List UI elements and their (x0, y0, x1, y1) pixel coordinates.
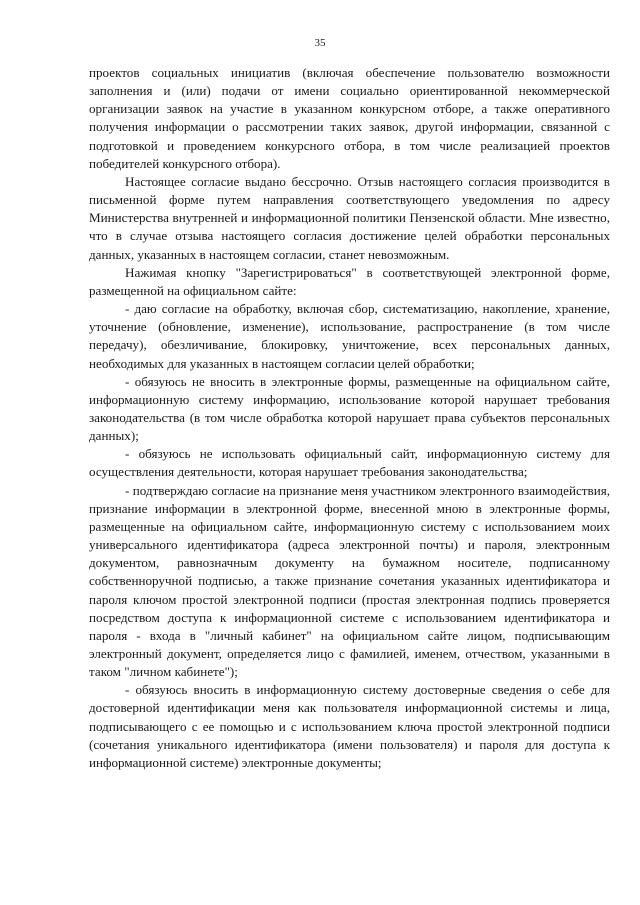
list-item-electronic-interaction: - подтверждаю согласие на признание меня участником электронного взаимодействия, признание информации в электронной форме, внесенной мною в электронные формы, размещенные на официальном сайте, информационную систему с использованием моих универсального идентификатора (адреса электронной почты) и пароля, электронным документом, равнозначным документу на бумажном носителе, подписанному собственноручной подписью, а также признание сочетания указанных идентификатора и пароля ключом простой электронной подписи (простая электронная подпись проверяется посредством доступа к информационной системе с использованием идентификатора и пароля - входа в "личный кабинет" на официальном сайте лицом, подписывающим электронный документ, определяется лицо с фамилией, именем, отчеством, указанными в таком "личном кабинете"); (89, 482, 610, 680)
page-number: 35 (314, 37, 326, 49)
list-item-reliable-info: - обязуюсь вносить в информационную систему достоверные сведения о себе для достоверной идентификации меня как пользователя информационной системы и лица, подписывающего с ее помощью и с использованием ключа простой электронной подписи (сочетания уникального идентификатора (имени пользователя) и пароля для доступа к информационной системе) электронные документы; (89, 682, 610, 770)
list-item-no-illegal-use: - обязуюсь не использовать официальный сайт, информационную систему для осуществления деятельности, которая нарушает требования законодательства; (89, 446, 610, 480)
paragraph-register-button: Нажимая кнопку "Зарегистрироваться" в соответствующей электронной форме, размещенной на официальном сайте: (89, 264, 610, 298)
list-item-processing-consent: - даю согласие на обработку, включая сбор, систематизацию, накопление, хранение, уточнение (обновление, изменение), использование, распространение (в том числе передачу), обезличивание, блокировку, уничтожение, всех персональных данных, необходимых для указанных в настоящем согласии целей обработки; (89, 301, 610, 371)
paragraph-consent-term: Настоящее согласие выдано бессрочно. Отзыв настоящего согласия производится в письменной форме путем направления соответствующего уведомления по адресу Министерства внутренней и информационной политики Пензенской области. Мне известно, что в случае отзыва настоящего согласия достижение целей обработки персональных данных, указанных в настоящем согласии, станет невозможным. (89, 173, 610, 262)
paragraph-continuation: проектов социальных инициатив (включая обеспечение пользователю возможности заполнения и (или) подачи от имени социально ориентированной некоммерческой организации заявок на участие в указанном конкурсном отборе, а также оперативного получения информации о рассмотрении таких заявок, другой информации, связанной с подготовкой и проведением конкурсного отбора, в том числе реализацией проектов победителей конкурсного отбора). (89, 65, 610, 171)
document-body (89, 64, 610, 772)
list-item-no-violating-info: - обязуюсь не вносить в электронные формы, размещенные на официальном сайте, информационную систему информацию, использование которой нарушает требования законодательства (в том числе обработка которой нарушает права субъектов персональных данных); (89, 373, 610, 444)
